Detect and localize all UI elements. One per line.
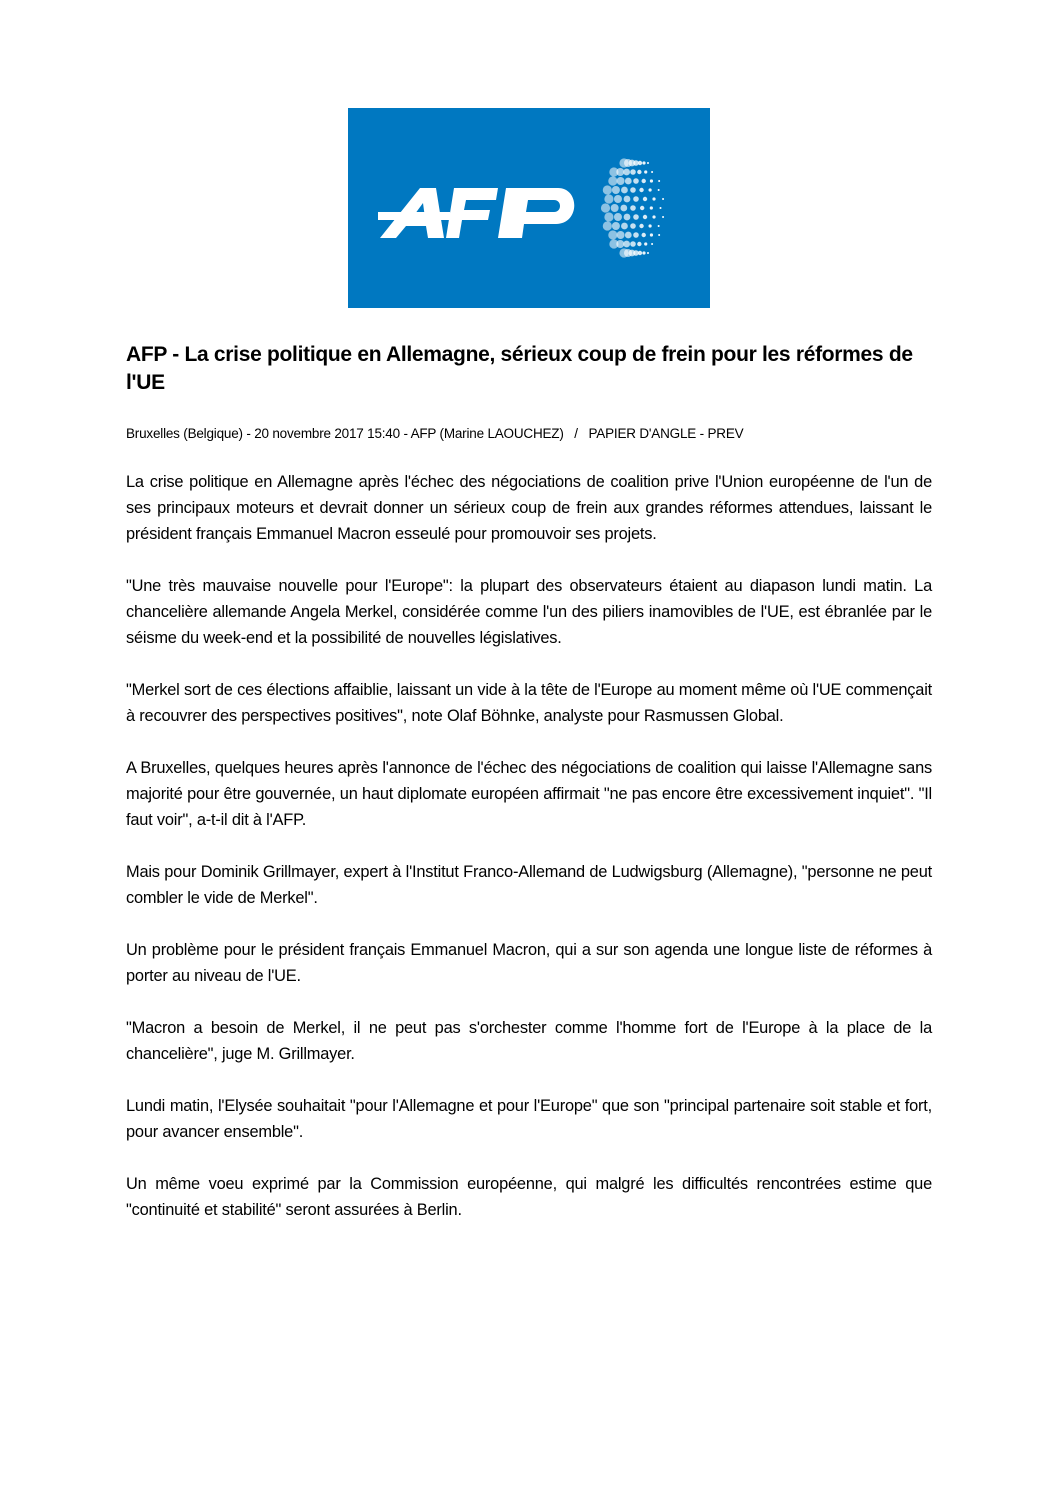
paragraph: A Bruxelles, quelques heures après l'annonce de l'échec des négociations de coalition qui laisse l'Allemagne sans majorité pour être gouvernée, un haut diplomate européen affirmait "ne pas encore être excessivement inquiet". "Il faut voir", a-t-il dit à l'AFP. bbox=[126, 759, 932, 829]
article-body bbox=[126, 469, 932, 1249]
article-title: AFP - La crise politique en Allemagne, sérieux coup de frein pour les réformes de l'UE bbox=[126, 343, 913, 394]
paragraph: Mais pour Dominik Grillmayer, expert à l'Institut Franco-Allemand de Ludwigsburg (Allemagne), "personne ne peut combler le vide de Merkel". bbox=[126, 863, 932, 907]
paragraph: "Merkel sort de ces élections affaiblie, laissant un vide à la tête de l'Europe au moment même où l'UE commençait à recouvrer des perspectives positives", note Olaf Böhnke, analyste pour Rasmussen Global. bbox=[126, 681, 932, 725]
afp-logo-graphic bbox=[348, 108, 710, 308]
paragraph: La crise politique en Allemagne après l'échec des négociations de coalition prive l'Union européenne de l'un de ses principaux moteurs et devrait donner un sérieux coup de frein aux grandes réformes attendues, laissant le président français Emmanuel Macron esseulé pour promouvoir ses projets. bbox=[126, 473, 932, 543]
paragraph: "Macron a besoin de Merkel, il ne peut pas s'orchester comme l'homme fort de l'Europe à la place de la chancelière", juge M. Grillmayer. bbox=[126, 1019, 932, 1063]
paragraph: Un problème pour le président français Emmanuel Macron, qui a sur son agenda une longue liste de réformes à porter au niveau de l'UE. bbox=[126, 941, 932, 985]
paragraph: Un même voeu exprimé par la Commission européenne, qui malgré les difficultés rencontrées estime que "continuité et stabilité" seront assurées à Berlin. bbox=[126, 1175, 932, 1219]
paragraph: "Une très mauvaise nouvelle pour l'Europe": la plupart des observateurs étaient au diapason lundi matin. La chancelière allemande Angela Merkel, considérée comme l'un des piliers inamovibles de l'UE, est ébranlée par le séisme du week-end et la possibilité de nouvelles législatives. bbox=[126, 577, 932, 647]
paragraph: Lundi matin, l'Elysée souhaitait "pour l'Allemagne et pour l'Europe" que son "principal partenaire soit stable et fort, pour avancer ensemble". bbox=[126, 1097, 932, 1141]
globe-icon bbox=[601, 158, 664, 257]
afp-logo bbox=[348, 108, 710, 308]
article-meta: Bruxelles (Belgique) - 20 novembre 2017 15:40 - AFP (Marine LAOUCHEZ) / PAPIER D'ANGLE - PREV bbox=[126, 426, 744, 441]
